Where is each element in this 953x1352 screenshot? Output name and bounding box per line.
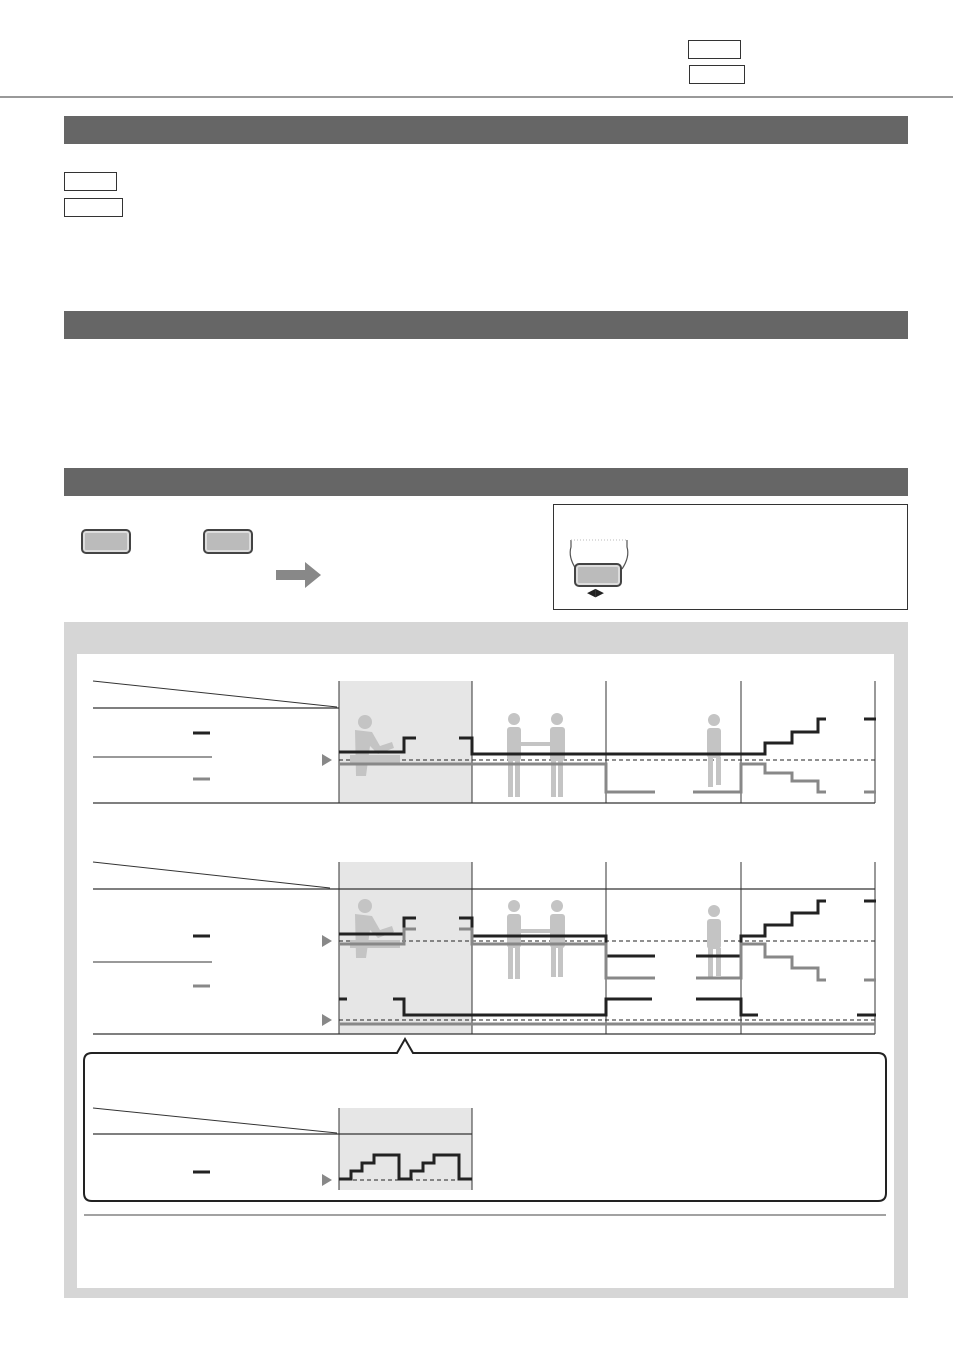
section1-label-box-2 [64, 198, 123, 217]
diagram-panel-inner [77, 654, 894, 1288]
callout-button[interactable] [574, 563, 622, 587]
button-bracket-icon [554, 505, 674, 609]
callout-box [553, 504, 908, 610]
left-right-arrows-text: ◀▶ [587, 587, 604, 599]
header-divider [0, 96, 953, 98]
mode-button-right[interactable] [203, 529, 253, 554]
header-label-box-2 [689, 65, 745, 84]
section1-label-box-1 [64, 172, 117, 191]
mode-button-left[interactable] [81, 529, 131, 554]
section-bar-1 [64, 116, 908, 144]
section-bar-2 [64, 311, 908, 339]
header-label-box-1 [688, 40, 741, 59]
left-right-arrows-icon [587, 587, 604, 599]
section-bar-3 [64, 468, 908, 496]
